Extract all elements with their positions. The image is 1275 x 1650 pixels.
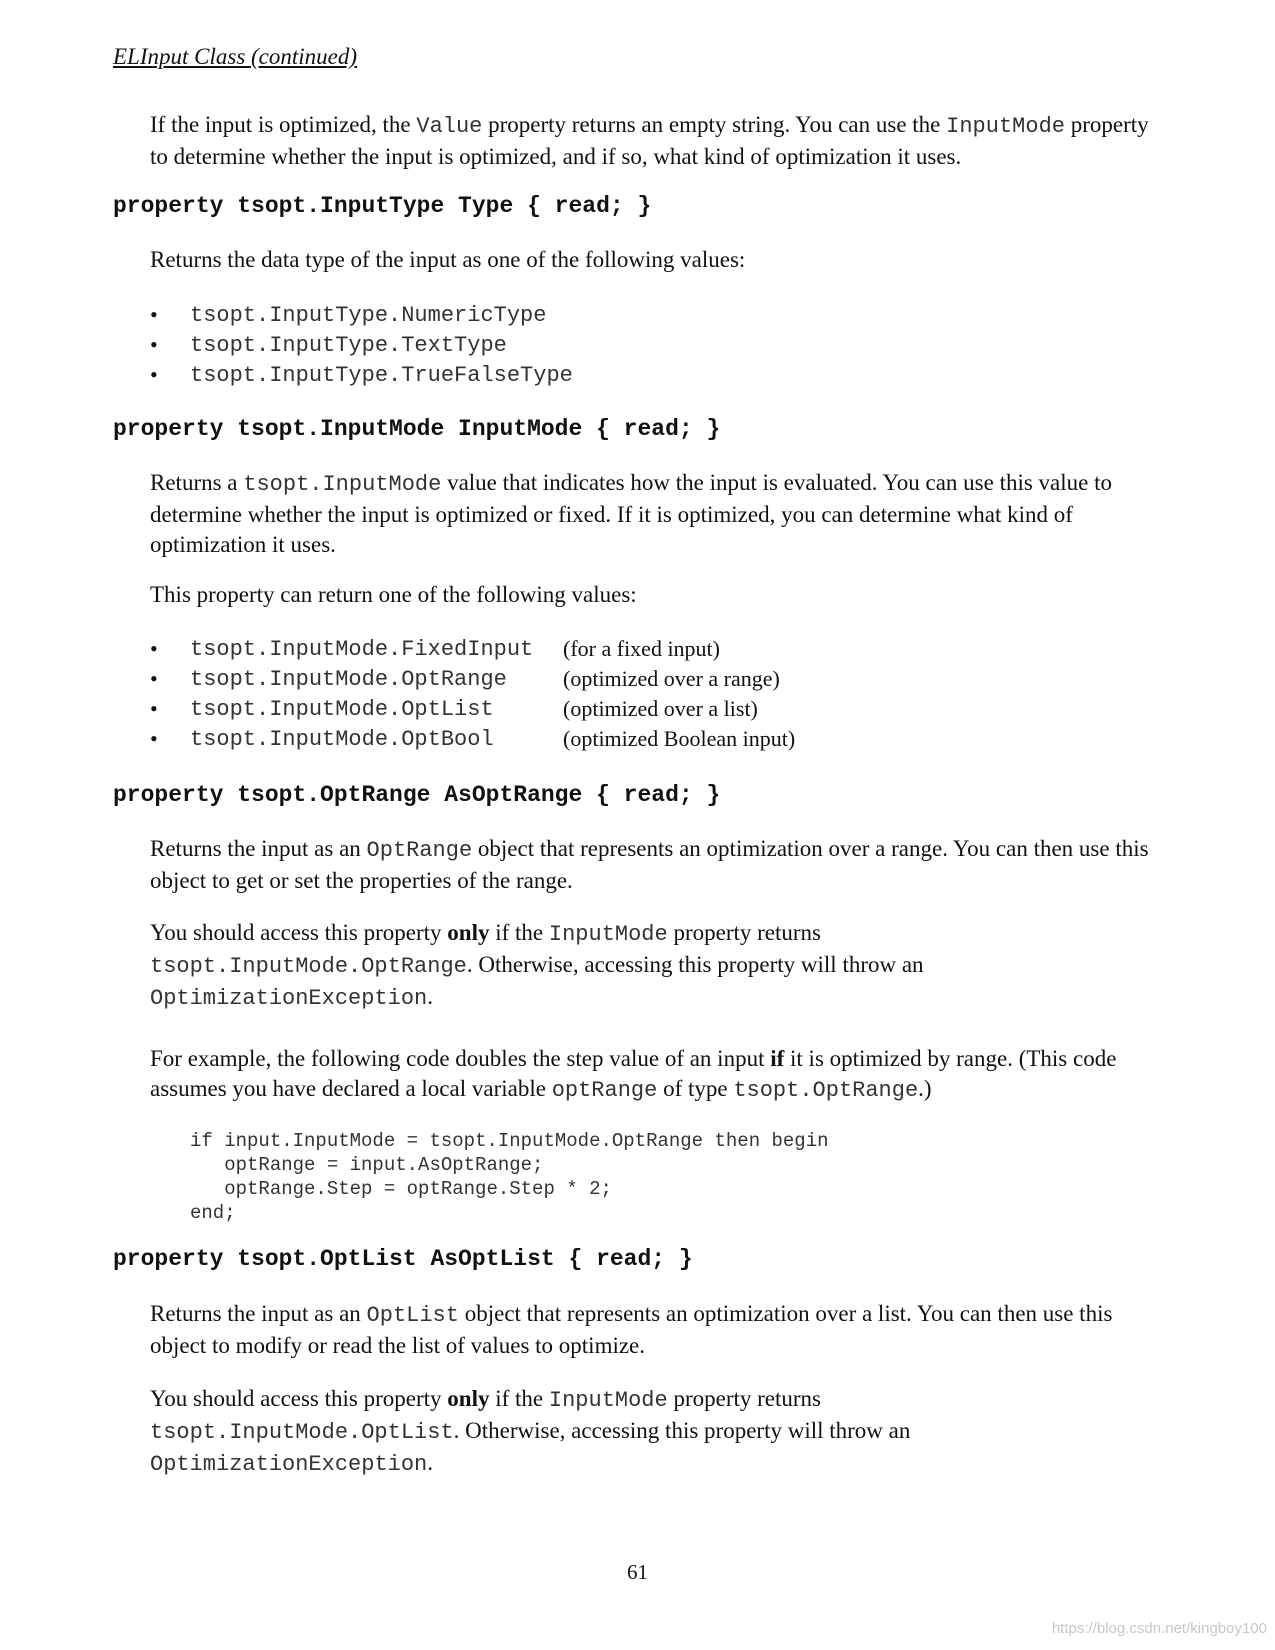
page-number: 61 xyxy=(627,1560,648,1584)
asoptrange-property-signature: property tsopt.OptRange AsOptRange { read; } xyxy=(113,782,721,808)
list-item: • tsopt.InputType.TextType xyxy=(150,332,507,358)
type-property-signature: property tsopt.InputType Type { read; } xyxy=(113,193,652,219)
code-line: optRange = input.AsOptRange; xyxy=(190,1154,544,1176)
code-line: if input.InputMode = tsopt.InputMode.OptRange then begin xyxy=(190,1130,829,1152)
input-type-list xyxy=(150,300,573,390)
list-item: • tsopt.InputMode.FixedInput (for a fixed input) xyxy=(150,636,720,662)
bullet-icon: • xyxy=(150,362,158,387)
asoptrange-example-intro: For example, the following code doubles the step value of an input if it is optimized by range. (This code assumes you have declared a local variable optRange of type tsopt.OptRange.) xyxy=(150,1046,1117,1103)
code-example xyxy=(190,1129,829,1225)
bullet-icon: • xyxy=(150,302,158,327)
asoptlist-description: Returns the input as an OptList object that represents an optimization over a list. You can then use this object to modify or read the list of values to optimize. xyxy=(150,1301,1113,1358)
code-value: Value xyxy=(416,114,483,139)
code-line: end; xyxy=(190,1202,236,1224)
asoptlist-access-note: You should access this property only if the InputMode property returns tsopt.InputMode.OptList. Otherwise, accessing this property will throw an OptimizationException. xyxy=(150,1386,911,1477)
list-item: • tsopt.InputType.TrueFalseType xyxy=(150,362,573,388)
bullet-icon: • xyxy=(150,636,158,661)
list-item: • tsopt.InputMode.OptRange (optimized over a range) xyxy=(150,666,780,692)
inputmode-values-intro: This property can return one of the following values: xyxy=(150,582,637,607)
inputmode-property-signature: property tsopt.InputMode InputMode { read; } xyxy=(113,416,721,442)
running-head: ELInput Class (continued) xyxy=(113,44,358,69)
input-mode-list xyxy=(150,634,795,754)
bullet-icon: • xyxy=(150,696,158,721)
list-item: • tsopt.InputType.NumericType xyxy=(150,302,547,328)
watermark: https://blog.csdn.net/kingboy100 xyxy=(1051,1620,1267,1637)
type-property-description: Returns the data type of the input as one of the following values: xyxy=(150,247,746,272)
bullet-icon: • xyxy=(150,332,158,357)
list-item: • tsopt.InputMode.OptBool (optimized Boolean input) xyxy=(150,726,796,752)
bullet-icon: • xyxy=(150,726,158,751)
intro-paragraph: If the input is optimized, the Value property returns an empty string. You can use the InputMode property to determine whether the input is optimized, and if so, what kind of optimization it uses. xyxy=(150,112,1149,169)
code-inputmode: InputMode xyxy=(946,114,1065,139)
list-item: • tsopt.InputMode.OptList (optimized over a list) xyxy=(150,696,758,722)
bullet-icon: • xyxy=(150,666,158,691)
asoptrange-access-note: You should access this property only if the InputMode property returns tsopt.InputMode.OptRange. Otherwise, accessing this property will throw an OptimizationException. xyxy=(150,920,924,1011)
inputmode-description: Returns a tsopt.InputMode value that indicates how the input is evaluated. You can use this value to determine whether the input is optimized or fixed. If it is optimized, you can determine what kind of optimization it uses. xyxy=(150,470,1113,557)
asoptlist-property-signature: property tsopt.OptList AsOptList { read; } xyxy=(113,1246,693,1272)
code-line: optRange.Step = optRange.Step * 2; xyxy=(190,1178,612,1200)
asoptrange-description: Returns the input as an OptRange object that represents an optimization over a range. You can then use this object to get or set the properties of the range. xyxy=(150,836,1149,893)
